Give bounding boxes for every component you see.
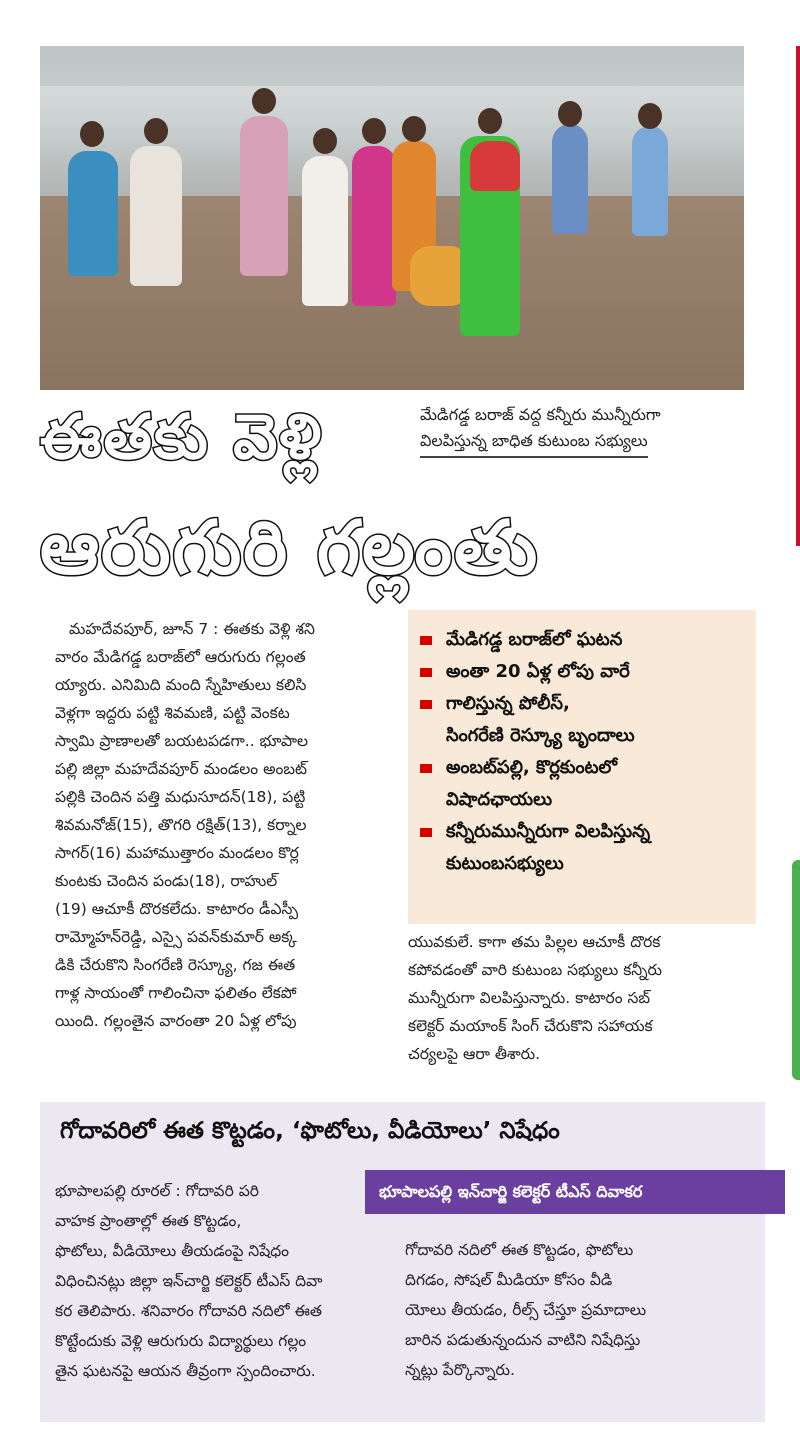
person-figure [130,146,182,286]
person-head [558,101,582,127]
person-head [252,88,276,114]
person-figure [302,156,348,306]
person-figure [470,141,520,191]
story-line: వాహక ప్రాంతాల్లో ఈత కొట్టడం, [55,1212,242,1230]
person-head [638,103,662,129]
story-line: స్వామి ప్రాణాలతో బయటపడగా.. భూపాల [55,732,309,750]
story-line: సాగర్(16) మహాముత్తారం మండలం కొర్ల [55,844,299,862]
story-line: పల్లికి చెందిన పత్తి మధుసూదన్(18), పట్టి [55,788,306,806]
highlight-item-cont: విషాదఛాయలు [446,789,553,810]
caption-line: విలపిస్తున్న బాధిత కుటుంబ సభ్యులు [420,428,648,458]
story-line: య్యారు. ఎనిమిది మంది స్నేహితులు కలిసి [55,676,307,694]
story-left-column [55,615,395,1035]
bullet-square-icon [420,668,432,677]
person-head [478,108,502,134]
person-head [80,121,104,147]
story-line: మహదేవపూర్, జూన్ 7 : ఈతకు వెళ్లి శని [69,620,315,638]
news-photo [40,46,744,390]
highlights-box [408,610,756,924]
story-line: గోదావరి నదిలో ఈత కొట్టడం, ఫొటోలు [405,1241,634,1259]
story-line: కుంటకు చెందిన పండు(18), రాహుల్ [55,872,278,890]
story-line: న్నట్లు పేర్కొన్నారు. [405,1361,515,1379]
story-line: ఫొటోలు, వీడియోలు తీయడంపై నిషేధం [55,1242,290,1260]
story-line: రామ్మోహన్‌రెడ్డి, ఎస్సై పవన్‌కుమార్ అక్క [55,928,297,946]
story-line: దిగడం, సోషల్ మీడియా కోసం వీడి [405,1271,613,1289]
accent-green-bar [792,860,800,1080]
sub-story-title: గోదావరిలో ఈత కొట్టడం, ‘ఫొటోలు, వీడియోలు’ నిషేధం [60,1118,560,1144]
story-line: (19) ఆచూకీ దొరకలేదు. కాటారం డీఎస్పీ [55,900,299,918]
bullet-square-icon [420,828,432,837]
photo-caption [420,402,750,458]
highlight-item-cont: కుటుంబసభ్యులు [446,853,564,874]
highlight-item: అంతా 20 ఏళ్ల లోపు వారే [420,656,746,688]
story-line: వారం మేడిగడ్డ బరాజ్‌లో ఆరుగురు గల్లంత [55,648,306,666]
sub-story-right-column [405,1235,755,1385]
headline-line-1: ఈతకు వెళ్లి [40,400,324,473]
story-line: యింది. గల్లంతైన వారంతా 20 ఏళ్ల లోపు [55,1012,297,1030]
story-line: బారిన పడుతున్నందున వాటిని నిషేధిస్తు [405,1331,641,1349]
person-head [362,118,386,144]
story-line: శివమనోజ్(15), తొగరి రక్షిత్(13), కర్నాల [55,816,307,834]
story-line: గాళ్ల సాయంతో గాలించినా ఫలితం లేకపో [55,984,297,1002]
person-figure [552,124,588,234]
person-head [144,118,168,144]
story-line: చర్యలపై ఆరా తీశారు. [408,1045,541,1063]
sub-story-left-column [55,1176,360,1386]
sub-story-tag: భూపాలపల్లి ఇన్‌చార్జి కలెక్టర్ టీఎస్ దివాకర [365,1170,785,1214]
story-line: మున్నీరుగా విలపిస్తున్నారు. కాటారం సబ్ [408,989,651,1007]
person-figure [352,146,396,306]
bullet-square-icon [420,764,432,773]
accent-red-bar [796,46,800,546]
person-head [402,116,426,142]
bullet-square-icon [420,636,432,645]
person-head [313,128,337,154]
highlight-item-cont: సింగరేణి రెస్క్యూ బృందాలు [446,725,635,746]
story-line: కొట్టేందుకు వెళ్లి ఆరుగురు విద్యార్థులు గల్లం [55,1332,307,1350]
story-line: కపోవడంతో వారి కుటుంబ సభ్యులు కన్నీరు [408,961,663,979]
story-line: పల్లి జిల్లా మహదేవపూర్ మండలం అంబట్ [55,760,307,778]
highlight-item: గాలిస్తున్న పోలీస్, [420,688,746,720]
person-figure [632,126,668,236]
caption-line: మేడిగడ్డ బరాజ్ వద్ద కన్నీరు మున్నీరుగా [420,405,661,424]
story-line: డికి చేరుకొని సింగరేణి రెస్క్యూ, గజ ఈత [55,956,296,974]
headline-line-2: ఆరుగురి గల్లంతు [40,505,540,591]
story-line: విధించినట్లు జిల్లా ఇన్‌చార్జి కలెక్టర్ టీఎస్ దివా [55,1272,323,1290]
story-line: కలెక్టర్ మయాంక్ సింగ్ చేరుకొని సహాయక [408,1017,653,1035]
highlight-item: అంబట్‌పల్లి, కొర్లకుంటలో [420,752,746,784]
story-line: కర తెలిపారు. శనివారం గోదావరి నదిలో ఈత [55,1302,322,1320]
story-line: యోలు తీయడం, రీల్స్ చేస్తూ ప్రమాదాలు [405,1301,647,1319]
story-line: యువకులే. కాగా తమ పిల్లల ఆచూకీ దొరక [408,933,661,951]
story-line: భూపాలపల్లి రూరల్ : గోదావరి పరి [55,1182,259,1200]
person-figure [68,151,118,276]
story-line: తైన ఘటనపై ఆయన తీవ్రంగా స్పందించారు. [55,1362,316,1380]
bullet-square-icon [420,700,432,709]
story-right-column [408,928,753,1068]
person-figure [240,116,288,276]
highlight-item: కన్నీరుమున్నీరుగా విలపిస్తున్న [420,816,746,848]
story-line: వెళ్లగా ఇద్దరు పట్టి శివమణి, పట్టి వెంకట [55,704,290,722]
highlight-item: మేడిగడ్డ బరాజ్‌లో ఘటన [420,624,746,656]
